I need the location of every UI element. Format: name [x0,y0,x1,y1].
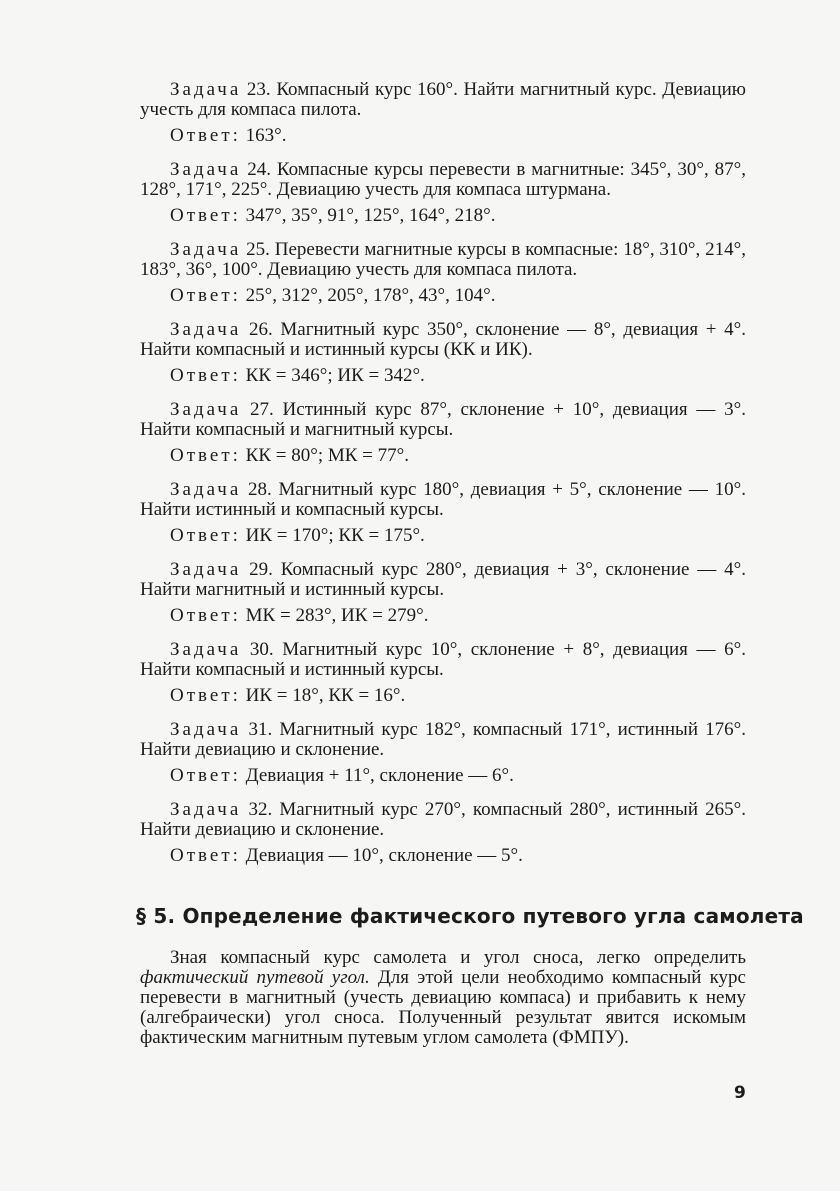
task-label: Задача [170,719,242,740]
task-text: 28. Магнитный курс 180°, девиация + 5°, склонение — 10°. Найти истинный и компасный курсы. [140,479,746,520]
task-27 [140,400,746,466]
answer-text: МК = 283°, ИК = 279°. [240,605,429,626]
task-text: 29. Компасный курс 280°, девиация + 3°, склонение — 4°. Найти магнитный и истинный курсы. [140,559,746,600]
section-heading: § 5. Определение фактического путевого угла самолета [136,904,804,928]
answer-text: КК = 80°; МК = 77°. [240,445,409,466]
answer-text: ИК = 170°; КК = 175°. [240,525,425,546]
answer-label: Ответ: [170,605,241,626]
task-text: 26. Магнитный курс 350°, склонение — 8°, девиация + 4°. Найти компасный и истинный курсы (КК и ИК). [140,319,746,360]
task-23 [140,80,746,146]
paragraph-emphasis: фактический путевой угол. [140,967,370,988]
answer-text: ИК = 18°, КК = 16°. [240,685,406,706]
answer-text: КК = 346°; ИК = 342°. [240,365,425,386]
answer-label: Ответ: [170,525,241,546]
task-text: 30. Магнитный курс 10°, склонение + 8°, девиация — 6°. Найти компасный и истинный курсы. [140,639,746,680]
content [136,79,804,1048]
task-label: Задача [170,479,242,500]
task-label: Задача [170,399,242,420]
task-text: 31. Магнитный курс 182°, компасный 171°, истинный 176°. Найти девиацию и склонение. [140,719,746,760]
answer-text: 25°, 312°, 205°, 178°, 43°, 104°. [240,285,496,306]
task-text: 23. Компасный курс 160°. Найти магнитный курс. Девиацию учесть для компаса пилота. [140,79,746,120]
answer-label: Ответ: [170,685,241,706]
answer-label: Ответ: [170,205,241,226]
task-29 [140,560,746,626]
answer-label: Ответ: [170,365,241,386]
answer-text: Девиация — 10°, склонение — 5°. [240,845,523,866]
task-label: Задача [170,239,242,260]
page-number: 9 [734,1083,746,1103]
task-28 [140,480,746,546]
section-paragraph [140,948,746,1048]
task-label: Задача [170,559,242,580]
answer-label: Ответ: [170,125,241,146]
task-text: 27. Истинный курс 87°, склонение + 10°, девиация — 3°. Найти компасный и магнитный курсы. [140,399,746,440]
task-31 [140,720,746,786]
task-text: 24. Компасные курсы перевести в магнитные: 345°, 30°, 87°, 128°, 171°, 225°. Девиацию учесть для компаса штурмана. [140,159,746,200]
answer-text: 347°, 35°, 91°, 125°, 164°, 218°. [240,205,496,226]
task-label: Задача [170,79,242,100]
answer-label: Ответ: [170,285,241,306]
task-24 [140,160,746,226]
task-25 [140,240,746,306]
task-label: Задача [170,159,242,180]
task-label: Задача [170,639,242,660]
task-26 [140,320,746,386]
task-label: Задача [170,319,242,340]
answer-text: Девиация + 11°, склонение — 6°. [240,765,514,786]
answer-label: Ответ: [170,765,241,786]
task-text: 32. Магнитный курс 270°, компасный 280°, истинный 265°. Найти девиацию и склонение. [140,799,746,840]
answer-label: Ответ: [170,445,241,466]
task-text: 25. Перевести магнитные курсы в компасные: 18°, 310°, 214°, 183°, 36°, 100°. Девиацию учесть для компаса пилота. [140,239,746,280]
answer-text: 163°. [240,125,287,146]
paragraph-start: Зная компасный курс самолета и угол сноса, легко определить [170,947,746,968]
task-32 [140,800,746,866]
task-label: Задача [170,799,242,820]
task-30 [140,640,746,706]
answer-label: Ответ: [170,845,241,866]
paragraph-end: Для этой цели необходимо компасный курс перевести в магнитный (учесть девиацию компаса) и прибавить к нему (алгебраически) угол сноса. Полученный результат явится искомым фактическим магнитным путевым углом самолета (ФМПУ). [140,967,746,1048]
